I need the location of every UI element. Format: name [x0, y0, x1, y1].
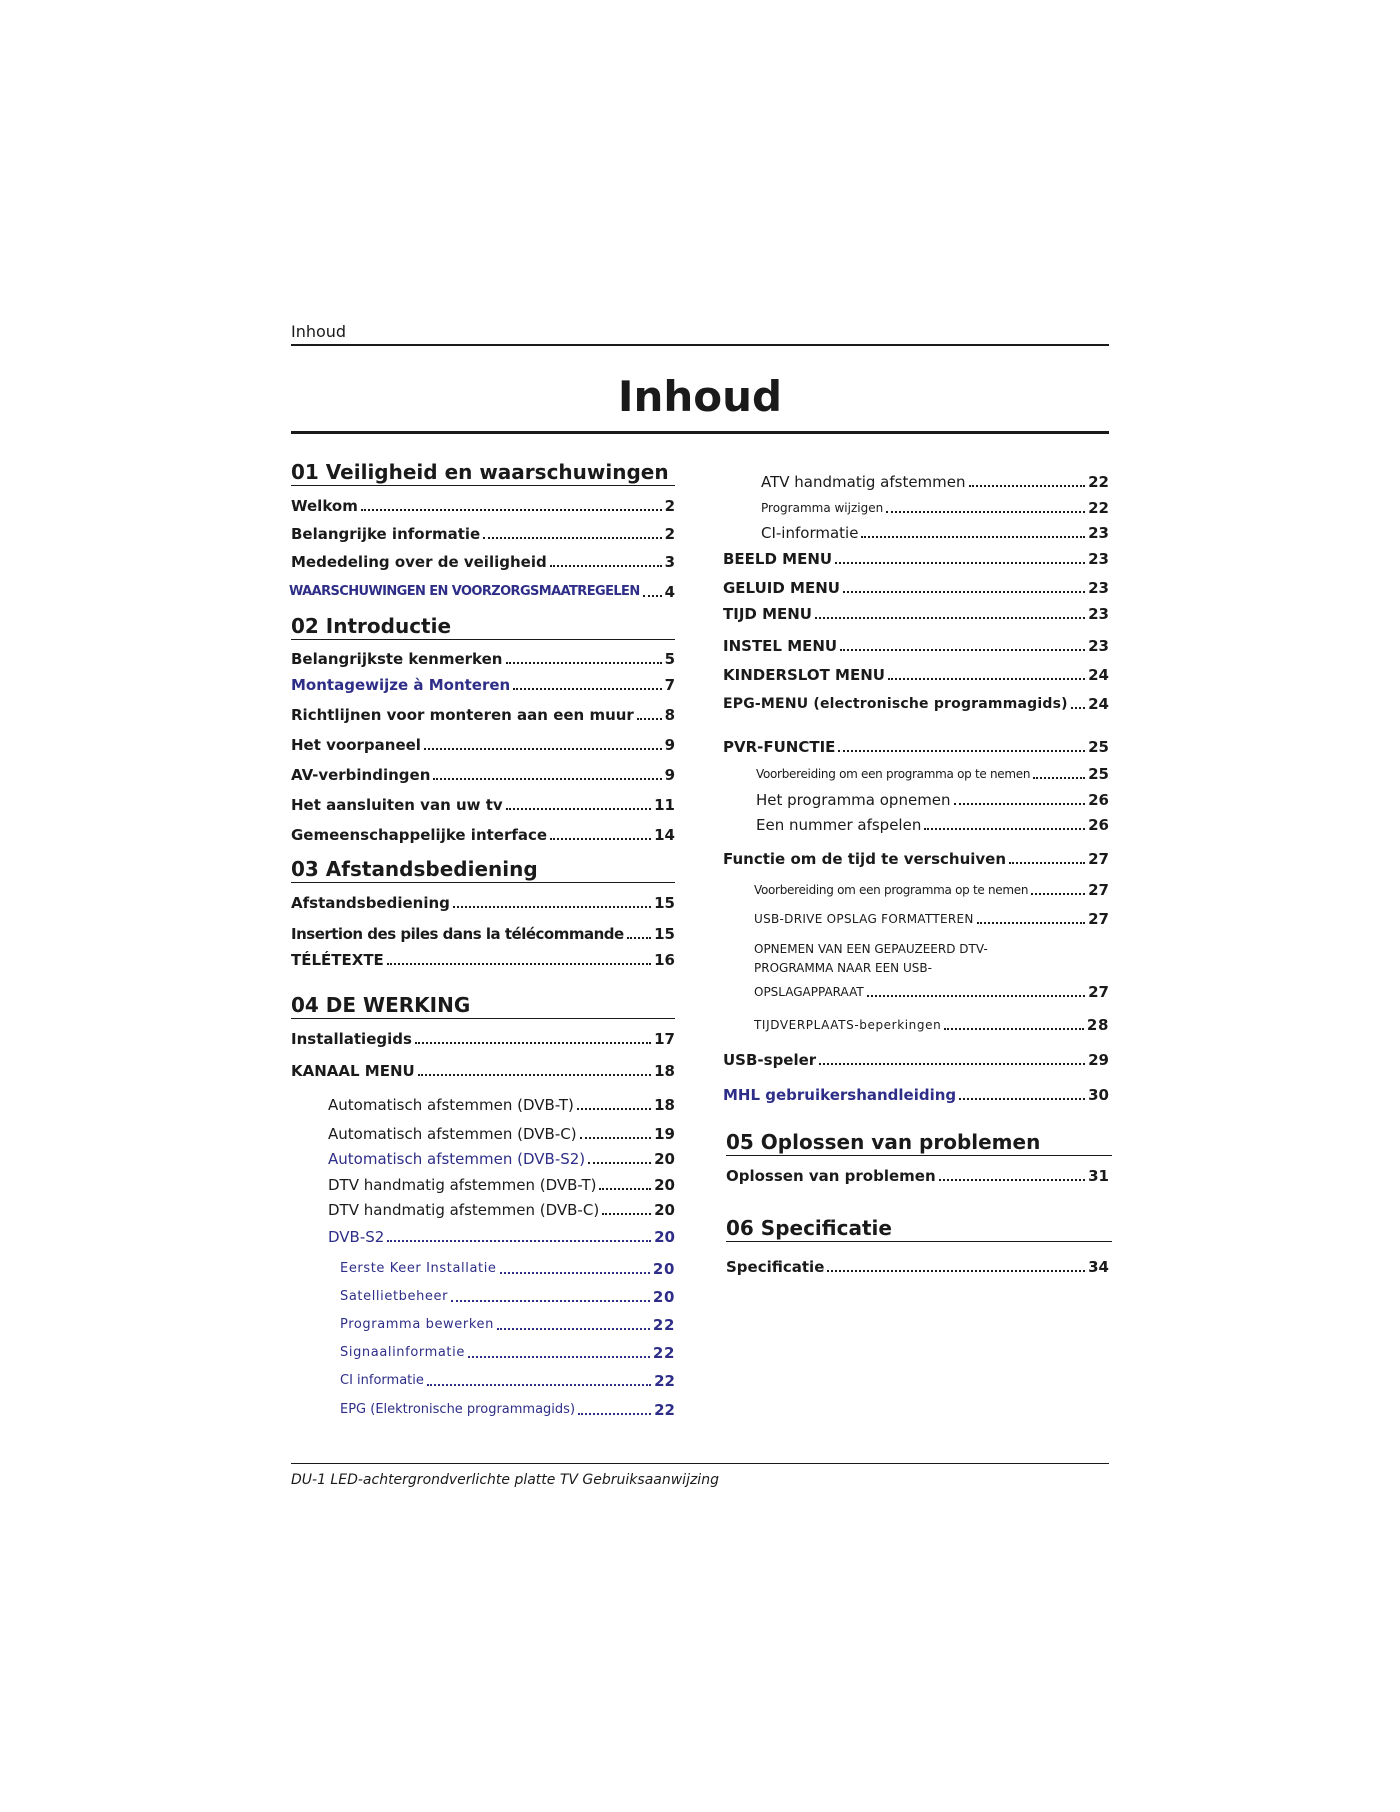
toc-entry[interactable]: [291, 1030, 675, 1048]
toc-entry-page: 15: [654, 925, 675, 943]
toc-entry-label: Belangrijke informatie: [291, 525, 481, 543]
toc-entry[interactable]: [291, 553, 675, 571]
toc-entry-page: 2: [664, 497, 675, 515]
dot-leader: [1033, 777, 1085, 779]
toc-entry[interactable]: [291, 676, 675, 694]
toc-entry[interactable]: [723, 695, 1109, 713]
toc-entry-label: DTV handmatig afstemmen (DVB-T): [328, 1176, 597, 1194]
toc-entry-page: 9: [664, 766, 675, 784]
toc-left-column: [291, 0, 675, 1812]
toc-entry-page: 23: [1088, 524, 1109, 542]
section-heading-03: 03 Afstandsbediening: [291, 857, 675, 883]
toc-entry-label: Gemeenschappelijke interface: [291, 826, 548, 844]
toc-entry[interactable]: [723, 738, 1109, 756]
toc-entry-label: Belangrijkste kenmerken: [291, 650, 503, 668]
toc-entry[interactable]: [291, 1062, 675, 1080]
dot-leader: [451, 1300, 650, 1302]
toc-entry[interactable]: [726, 1167, 1109, 1185]
toc-subentry[interactable]: [754, 881, 1109, 899]
section-heading-04: 04 DE WERKING: [291, 993, 675, 1019]
toc-entry-label: USB-DRIVE OPSLAG FORMATTEREN: [754, 912, 974, 926]
toc-subentry[interactable]: [761, 473, 1109, 491]
toc-subentry[interactable]: [756, 816, 1109, 834]
toc-entry[interactable]: [723, 850, 1109, 868]
toc-entry-label: Afstandsbediening: [291, 894, 450, 912]
toc-entry[interactable]: [291, 826, 675, 844]
toc-entry-label: PVR-FUNCTIE: [723, 738, 836, 756]
toc-entry-label: USB-speler: [723, 1051, 817, 1069]
toc-entry[interactable]: [723, 666, 1109, 684]
toc-entry[interactable]: [291, 525, 675, 543]
toc-entry-page: 11: [654, 796, 675, 814]
toc-entry-label: BEELD MENU: [723, 550, 833, 568]
toc-entry-label: TÉLÉTEXTE: [291, 951, 384, 969]
toc-entry-label: KANAAL MENU: [291, 1062, 415, 1080]
dot-leader: [959, 1098, 1085, 1100]
toc-entry-page: 20: [652, 1288, 675, 1306]
toc-subentry[interactable]: [761, 499, 1109, 517]
toc-entry-label: DVB-S2: [328, 1228, 385, 1246]
toc-entry-label: EPG-MENU (electronische programmagids): [723, 696, 1068, 712]
dot-leader: [513, 688, 661, 690]
toc-entry-page: 23: [1088, 605, 1109, 623]
dot-leader: [578, 1413, 651, 1415]
toc-right-column: [723, 0, 1109, 1812]
toc-entry-label: Automatisch afstemmen (DVB-S2): [328, 1150, 586, 1168]
toc-entry[interactable]: [726, 1258, 1109, 1276]
toc-entry-label: INSTEL MENU: [723, 637, 838, 655]
dot-leader: [861, 536, 1085, 538]
toc-entry-page: 18: [654, 1096, 675, 1114]
toc-entry-label: TIJDVERPLAATS-beperkingen: [754, 1018, 942, 1032]
toc-entry-page: 26: [1088, 791, 1109, 809]
toc-entry-label: Programma bewerken: [340, 1317, 494, 1332]
toc-entry-page: 20: [654, 1150, 675, 1168]
toc-entry-page: 27: [1088, 881, 1109, 899]
toc-subentry[interactable]: [328, 1228, 675, 1246]
dot-leader: [361, 509, 662, 511]
dot-leader: [1031, 893, 1085, 895]
dot-leader: [599, 1188, 651, 1190]
dot-leader: [415, 1042, 651, 1044]
toc-entry[interactable]: [291, 650, 675, 668]
toc-entry-page: 20: [654, 1228, 675, 1246]
toc-entry-page: 28: [1086, 1016, 1109, 1034]
running-header: Inhoud: [291, 322, 347, 341]
dot-leader: [453, 906, 651, 908]
toc-entry-page: 26: [1088, 816, 1109, 834]
toc-entry-page: 24: [1088, 695, 1109, 713]
toc-entry[interactable]: [291, 706, 675, 724]
toc-entry[interactable]: [291, 796, 675, 814]
dot-leader: [506, 662, 662, 664]
dot-leader: [1071, 707, 1085, 709]
toc-entry-page: 29: [1088, 1051, 1109, 1069]
toc-entry-label: Richtlijnen voor monteren aan een muur: [291, 706, 634, 724]
toc-entry-page: 22: [1088, 473, 1109, 491]
toc-entry-label: Welkom: [291, 497, 358, 515]
toc-entry[interactable]: [289, 583, 675, 601]
toc-entry-page: 8: [664, 706, 675, 724]
toc-entry-page: 23: [1088, 550, 1109, 568]
toc-subentry[interactable]: [340, 1401, 675, 1419]
toc-subentry[interactable]: [328, 1125, 675, 1143]
section-heading-05: 05 Oplossen van problemen: [726, 1130, 1112, 1156]
toc-entry-page: 20: [652, 1260, 675, 1278]
dot-leader: [815, 617, 1085, 619]
dot-leader: [843, 591, 1085, 593]
toc-entry-page: 9: [664, 736, 675, 754]
toc-entry-page: 30: [1088, 1086, 1109, 1104]
toc-entry-label: CI-informatie: [761, 524, 859, 542]
toc-entry-page: 34: [1088, 1258, 1109, 1276]
dot-leader: [627, 937, 651, 939]
dot-leader: [588, 1162, 651, 1164]
toc-entry-label: Het programma opnemen: [756, 791, 951, 809]
dot-leader: [506, 808, 651, 810]
toc-entry[interactable]: [291, 497, 675, 515]
dot-leader: [424, 748, 662, 750]
toc-entry[interactable]: [291, 766, 675, 784]
toc-entry-label: OPSLAGAPPARAAT: [754, 985, 864, 999]
dot-leader: [602, 1213, 651, 1215]
toc-subentry[interactable]: [754, 1016, 1109, 1034]
dot-leader: [924, 828, 1085, 830]
toc-entry-label: WAARSCHUWINGEN EN VOORZORGSMAATREGELEN: [289, 584, 640, 599]
dot-leader: [977, 922, 1085, 924]
dot-leader: [637, 718, 662, 720]
toc-subentry[interactable]: [340, 1260, 675, 1278]
toc-subentry[interactable]: [756, 791, 1109, 809]
toc-entry-label: Eerste Keer Installatie: [340, 1261, 497, 1276]
toc-entry-page: 5: [664, 650, 675, 668]
section-heading-06: 06 Specificatie: [726, 1216, 1112, 1242]
toc-entry[interactable]: [291, 925, 675, 943]
dot-leader: [886, 511, 1085, 513]
dot-leader: [819, 1063, 1085, 1065]
dot-leader: [969, 485, 1086, 487]
toc-entry[interactable]: [723, 550, 1109, 568]
toc-entry-page: 20: [654, 1176, 675, 1194]
toc-entry-label: DTV handmatig afstemmen (DVB-C): [328, 1201, 600, 1219]
toc-entry-label: Satellietbeheer: [340, 1289, 449, 1304]
section-heading-02: 02 Introductie: [291, 614, 675, 640]
toc-entry-label: Automatisch afstemmen (DVB-T): [328, 1096, 574, 1114]
dot-leader: [433, 778, 661, 780]
toc-entry-page: 27: [1088, 850, 1109, 868]
dot-leader: [427, 1384, 651, 1386]
dot-leader: [418, 1074, 651, 1076]
toc-entry-label: Het voorpaneel: [291, 736, 421, 754]
toc-entry-page: 25: [1088, 738, 1109, 756]
dot-leader: [550, 838, 651, 840]
dot-leader: [387, 1240, 651, 1242]
toc-entry-label: Programma wijzigen: [761, 501, 884, 515]
toc-subentry[interactable]: [328, 1096, 675, 1114]
toc-entry-page: 4: [664, 583, 675, 601]
toc-entry-page: 25: [1088, 765, 1109, 783]
toc-entry-page: 18: [654, 1062, 675, 1080]
toc-subentry[interactable]: [328, 1150, 675, 1168]
toc-entry-label: EPG (Elektronische programmagids): [340, 1402, 576, 1417]
dot-leader: [840, 649, 1085, 651]
dot-leader: [954, 803, 1086, 805]
toc-entry-page: 22: [652, 1316, 675, 1334]
toc-entry-label-line: PROGRAMMA NAAR EEN USB-: [754, 961, 932, 975]
toc-subentry[interactable]: [756, 765, 1109, 783]
toc-entry-page: 20: [654, 1201, 675, 1219]
toc-subentry[interactable]: [340, 1372, 675, 1390]
dot-leader: [939, 1179, 1085, 1181]
dot-leader: [577, 1108, 651, 1110]
toc-entry-page: 22: [652, 1344, 675, 1362]
footer-text: DU-1 LED-achtergrondverlichte platte TV Gebruiksaanwijzing: [291, 1472, 719, 1488]
toc-entry-label: MHL gebruikershandleiding: [723, 1086, 957, 1104]
toc-entry-label: Montagewijze à Monteren: [291, 676, 511, 694]
toc-entry[interactable]: [291, 894, 675, 912]
toc-entry-label: Het aansluiten van uw tv: [291, 796, 503, 814]
toc-subentry[interactable]: [754, 983, 1109, 1001]
toc-subentry[interactable]: [328, 1176, 675, 1194]
toc-entry-page: 2: [664, 525, 675, 543]
toc-entry-page: 17: [654, 1030, 675, 1048]
toc-entry-label: Een nummer afspelen: [756, 816, 922, 834]
dot-leader: [888, 678, 1085, 680]
toc-entry[interactable]: [723, 637, 1109, 655]
toc-entry-page: 22: [654, 1401, 675, 1419]
toc-entry-label: Specificatie: [726, 1258, 825, 1276]
toc-entry-label: Functie om de tijd te verschuiven: [723, 850, 1007, 868]
toc-entry-page: 15: [654, 894, 675, 912]
footer-rule: [291, 1463, 1109, 1464]
toc-entry-page: 22: [1088, 499, 1109, 517]
toc-entry[interactable]: [723, 1051, 1109, 1069]
dot-leader: [468, 1356, 650, 1358]
dot-leader: [835, 562, 1085, 564]
toc-entry-page: 3: [664, 553, 675, 571]
toc-entry-label-line: OPNEMEN VAN EEN GEPAUZEERD DTV-: [754, 942, 988, 956]
toc-entry-page: 24: [1088, 666, 1109, 684]
toc-entry-page: 19: [654, 1125, 675, 1143]
toc-entry-label: Installatiegids: [291, 1030, 412, 1048]
toc-entry-label: Signaalinformatie: [340, 1345, 465, 1360]
toc-entry-label: ATV handmatig afstemmen: [761, 473, 966, 491]
page-title: Inhoud: [617, 372, 783, 421]
toc-entry-page: 23: [1088, 579, 1109, 597]
toc-entry-label: AV-verbindingen: [291, 766, 431, 784]
toc-entry-label: Voorbereiding om een programma op te nemen: [754, 883, 1029, 897]
toc-entry[interactable]: [723, 605, 1109, 623]
dot-leader: [944, 1028, 1084, 1030]
dot-leader: [550, 565, 662, 567]
toc-entry-label: GELUID MENU: [723, 579, 840, 597]
dot-leader: [867, 995, 1085, 997]
toc-entry-label: CI informatie: [340, 1373, 424, 1388]
dot-leader: [838, 750, 1085, 752]
toc-entry[interactable]: [723, 1086, 1109, 1104]
dot-leader: [643, 595, 662, 597]
toc-entry-page: 7: [664, 676, 675, 694]
toc-entry-page: 16: [654, 951, 675, 969]
toc-subentry[interactable]: [754, 910, 1109, 928]
dot-leader: [1009, 862, 1085, 864]
dot-leader: [500, 1272, 650, 1274]
toc-entry-page: 27: [1088, 983, 1109, 1001]
dot-leader: [497, 1328, 650, 1330]
toc-entry-label: Mededeling over de veiligheid: [291, 553, 547, 571]
toc-entry-label: Automatisch afstemmen (DVB-C): [328, 1125, 577, 1143]
toc-entry-label: Voorbereiding om een programma op te nemen: [756, 767, 1031, 781]
toc-entry-label: Insertion des piles dans la télécommande: [291, 925, 624, 943]
toc-entry-page: 23: [1088, 637, 1109, 655]
toc-subentry-multiline[interactable]: [754, 940, 1109, 978]
toc-subentry[interactable]: [340, 1288, 675, 1306]
toc-entry[interactable]: [291, 736, 675, 754]
toc-entry-label: Oplossen van problemen: [726, 1167, 936, 1185]
toc-entry-label: KINDERSLOT MENU: [723, 666, 885, 684]
toc-entry-page: 31: [1088, 1167, 1109, 1185]
toc-subentry[interactable]: [761, 524, 1109, 542]
toc-entry[interactable]: [723, 579, 1109, 597]
section-heading-01: 01 Veiligheid en waarschuwingen: [291, 460, 675, 486]
dot-leader: [387, 963, 651, 965]
toc-entry[interactable]: [291, 951, 675, 969]
toc-entry-label: TIJD MENU: [723, 605, 812, 623]
toc-entry-page: 27: [1088, 910, 1109, 928]
dot-leader: [580, 1137, 652, 1139]
dot-leader: [827, 1270, 1085, 1272]
toc-subentry[interactable]: [340, 1316, 675, 1334]
toc-subentry[interactable]: [340, 1344, 675, 1362]
toc-entry-page: 22: [654, 1372, 675, 1390]
dot-leader: [483, 537, 661, 539]
toc-subentry[interactable]: [328, 1201, 675, 1219]
toc-entry-page: 14: [654, 826, 675, 844]
